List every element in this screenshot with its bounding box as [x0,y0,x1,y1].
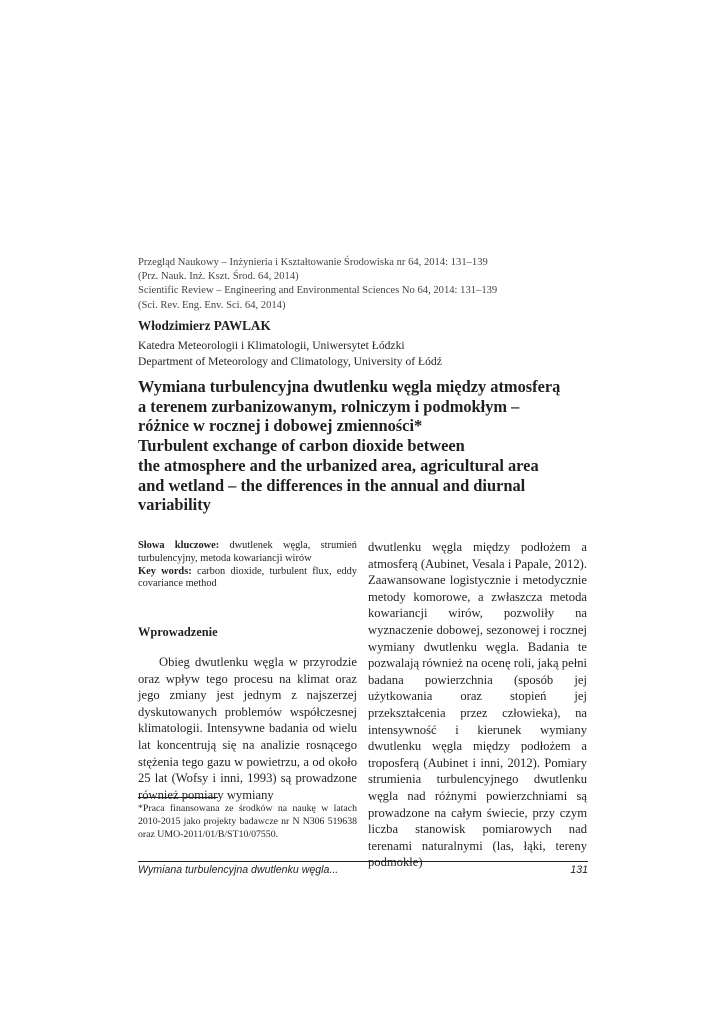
footnote: *Praca finansowana ze środków na naukę w latach 2010-2015 jako projekty badawcze nr N N306 519638 oraz UMO-2011/01/B/ST10/07550. [138,803,357,840]
title-line: Wymiana turbulencyjna dwutlenku węgla między atmosferą [138,377,561,396]
keywords-en [138,566,357,592]
running-title: Wymiana turbulencyjna dwutlenku węgla... [138,864,339,876]
keywords-pl-text: dwutlenek węgla, strumień turbulencyjny, metoda kowariancji wirów [138,540,357,564]
journal-abbrev-pl: (Prz. Nauk. Inż. Kszt. Środ. 64, 2014) [138,271,299,283]
journal-abbrev-en: (Sci. Rev. Eng. Env. Sci. 64, 2014) [138,299,286,311]
keywords-en-label: Key words: [138,565,192,577]
author-name: Włodzimierz PAWLAK [138,318,271,333]
intro-paragraph-left: Obieg dwutlenku węgla w przyrodzie oraz wpływ tego procesu na klimat oraz jego zmiany jest jednym z najszerzej dyskutowanych problemów współczesnej klimatologii. Intensywne badania od wielu lat koncentrują się na analizie rosnącego stężenia tego gazu w powietrzu, a od około 25 lat (Wofsy i inni, 1993) są prowadzone również pomiary wymiany [138,655,357,802]
keywords-en-text: carbon dioxide, turbulent flux, eddy covariance method [138,565,357,590]
keywords-block [138,540,357,591]
journal-line-en: Scientific Review – Engineering and Environmental Sciences No 64, 2014: 131–139 [138,285,498,297]
keywords-pl [138,540,357,566]
title-line: Turbulent exchange of carbon dioxide between [138,436,465,456]
journal-line-pl: Przegląd Naukowy – Inżynieria i Kształtowanie Środowiska nr 64, 2014: 131–139 [138,257,488,268]
intro-paragraph-right: dwutlenku węgla między podłożem a atmosferą (Aubinet, Vesala i Papale, 2012). Zaawansowane logistycznie i metodycznie metody komorowe, a zwłaszcza metoda kowariancji wirów, pozwoliły na wyznaczenie dobowej, sezonowej i rocznej wymiany dwutlenku węgla. Badania te pozwalają również na ocenę roli, jaką pełni badana powierzchnia (sposób jej użytkowania oraz stopień jej przekształcenia przez człowieka), na intensywność i kierunek wymiany dwutlenku węgla między podłożem a troposferą (Aubinet i inni, 2012). Pomiary strumienia turbulencyjnego dwutlenku węgla nad różnymi powierzchniami są prowadzone na całym świecie, przy czym liczba stanowisk pomiarowych nad terenami naturalnymi (las, łąki, tereny podmokłe) [368,540,587,870]
keywords-pl-label: Słowa kluczowe: [138,540,220,551]
title-line: and wetland – the differences in the annual and diurnal [138,475,526,495]
title-line: różnice w rocznej i dobowej zmienności* [138,416,423,436]
footer-divider [138,861,588,862]
section-heading: Wprowadzenie [138,625,218,639]
title-line: the atmosphere and the urbanized area, agricultural area [138,455,539,475]
journal-citation [138,256,598,313]
paper-title [138,377,598,515]
title-line: a terenem zurbanizowanym, rolniczym i podmokłym – [138,396,520,416]
footnote-divider [138,797,218,798]
page-number: 131 [570,864,588,876]
affiliation [138,338,442,369]
affiliation-en: Department of Meteorology and Climatology, University of Łódź [138,354,442,368]
affiliation-pl: Katedra Meteorologii i Klimatologii, Uniwersytet Łódzki [138,339,405,352]
title-line: variability [138,495,211,515]
